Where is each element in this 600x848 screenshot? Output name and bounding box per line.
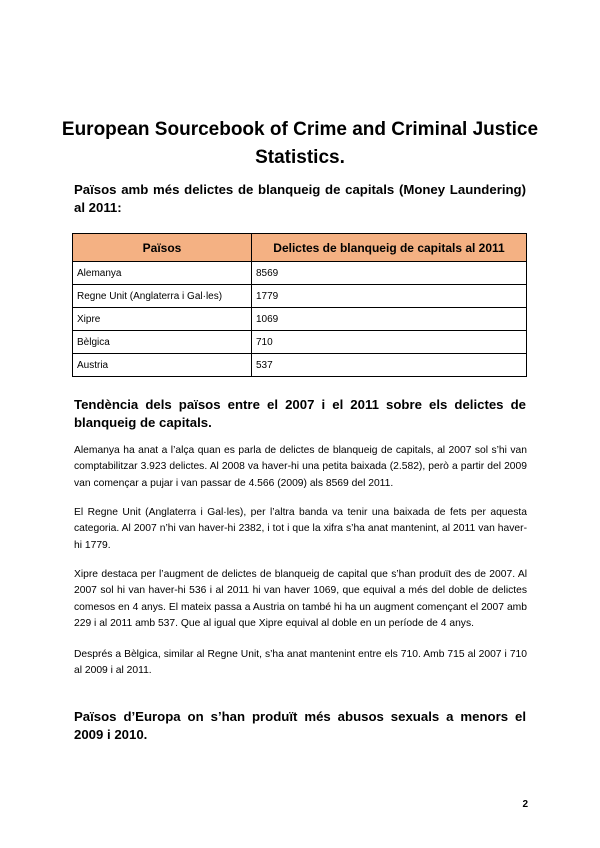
country-cell: Bèlgica	[73, 331, 252, 354]
paragraph-germany: Alemanya ha anat a l’alça quan es parla de delictes de blanqueig de capitals, al 2007 sol s’hi van comptabilitzar 3.923 delictes. Al 2008 va haver-hi una petita baixada (2.582), però a partir del 2009 van començar a pujar i van passar de 4.566 (2009) als 8569 del 2011.	[74, 445, 527, 489]
country-cell: Austria	[73, 354, 252, 377]
column-header-offences: Delictes de blanqueig de capitals al 2011	[252, 234, 527, 262]
section-heading-money-laundering: Països amb més delictes de blanqueig de capitals (Money Laundering) al 2011:	[74, 182, 526, 215]
table-row	[73, 354, 527, 377]
section-heading-trend: Tendència dels països entre el 2007 i el 2011 sobre els delictes de blanqueig de capitals.	[74, 397, 526, 430]
value-cell: 1779	[252, 285, 527, 308]
section-heading-child-abuse: Països d’Europa on s’han produït més abusos sexuals a menors el 2009 i 2010.	[74, 709, 526, 742]
table-row	[73, 262, 527, 285]
page-title: European Sourcebook of Crime and Criminal Justice Statistics.	[61, 119, 539, 168]
value-cell: 1069	[252, 308, 527, 331]
table-row	[73, 331, 527, 354]
value-cell: 537	[252, 354, 527, 377]
column-header-countries: Països	[73, 234, 252, 262]
value-cell: 8569	[252, 262, 527, 285]
table-row	[73, 285, 527, 308]
paragraph-cyprus-austria: Xipre destaca per l’augment de delictes de blanqueig de capital que s’han produït des de 2007. Al 2007 sol hi van haver-hi 536 i al 2011 hi van haver 1069, que equival a més del doble de delictes comesos en 4 anys. El mateix passa a Austria on també hi ha un augment començant el 2007 amb 229 i al 2011 amb 537. Que al igual que Xipre equival al doble en un període de 4 anys.	[74, 569, 527, 629]
paragraph-belgium: Després a Bèlgica, similar al Regne Unit, s’ha anat mantenint entre els 710. Amb 715 al 2007 i 710 al 2009 i al 2011.	[74, 649, 527, 677]
page-number: 2	[522, 799, 528, 810]
paragraph-united-kingdom: El Regne Unit (Anglaterra i Gal·les), per l’altra banda va tenir una baixada de fets per aquesta categoria. Al 2007 n’hi van haver-hi 2382, i tot i que la xifra s’ha anat mantenint, al 2011 van haver-hi 1779.	[74, 507, 527, 551]
country-cell: Regne Unit (Anglaterra i Gal·les)	[73, 285, 252, 308]
table-row	[73, 308, 527, 331]
value-cell: 710	[252, 331, 527, 354]
country-cell: Alemanya	[73, 262, 252, 285]
country-cell: Xipre	[73, 308, 252, 331]
table-header-row	[73, 234, 527, 262]
money-laundering-table	[72, 233, 527, 377]
